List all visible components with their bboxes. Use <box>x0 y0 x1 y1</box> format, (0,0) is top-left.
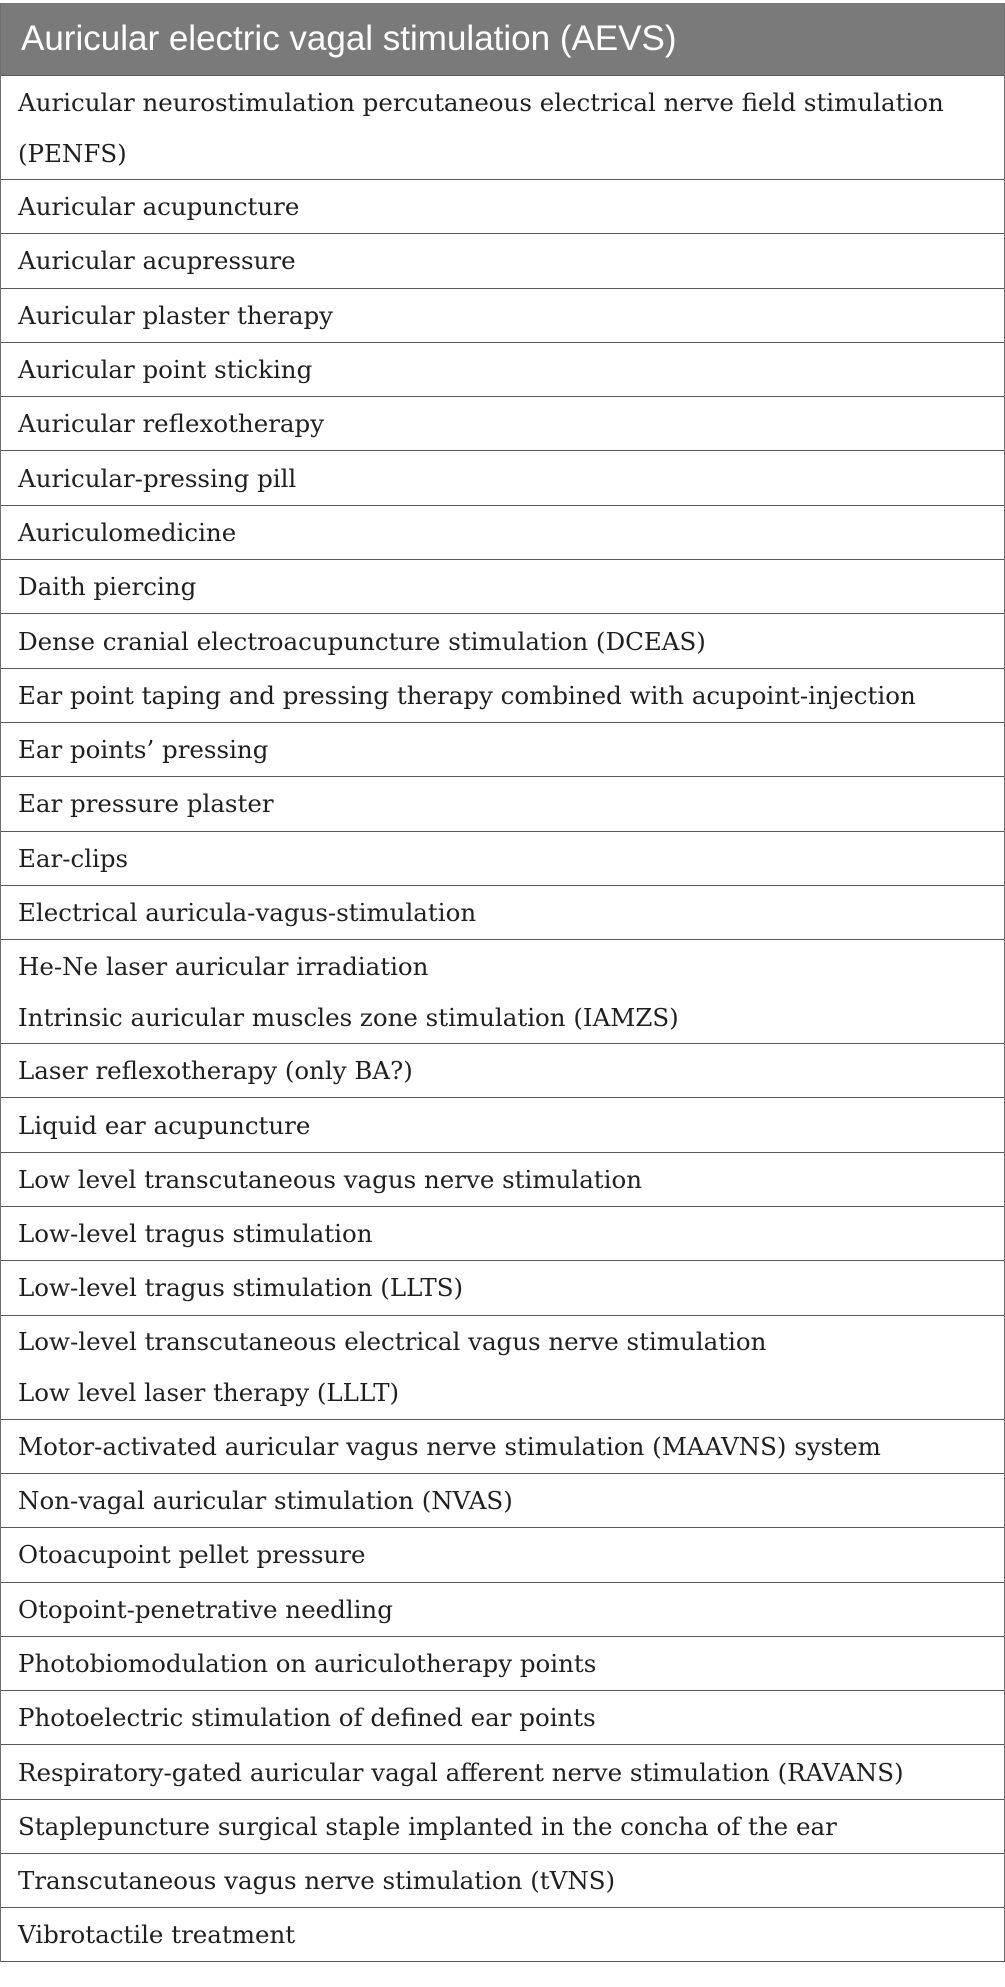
table-cell-text: Low level transcutaneous vagus nerve stimulation <box>18 1164 643 1194</box>
table-row <box>1 288 1004 342</box>
table-cell-text: (PENFS) <box>18 138 127 168</box>
table-cell-text: Low level laser therapy (LLLT) <box>18 1378 400 1408</box>
table-header: Auricular electric vagal stimulation (AEVS) <box>1 3 1004 75</box>
table-cell-text: Ear-clips <box>18 843 129 873</box>
table-cell-text: Auricular neurostimulation percutaneous electrical nerve field stimulation <box>18 87 944 117</box>
table-cell-text: Auriculomedicine <box>18 517 237 547</box>
table-row <box>1 722 1004 776</box>
table-row <box>1 776 1004 830</box>
table-row <box>1 939 1004 1043</box>
table-cell-text: Otopoint-penetrative needling <box>18 1594 393 1624</box>
table-row <box>1 1315 1004 1419</box>
table-cell-text: Auricular acupressure <box>18 246 296 276</box>
table-cell-text: Electrical auricula-vagus-stimulation <box>18 898 477 927</box>
terms-table <box>0 3 1005 1962</box>
table-cell-text: Vibrotactile treatment <box>18 1919 296 1949</box>
table-cell-text: Auricular plaster therapy <box>18 300 333 330</box>
table-row <box>1 342 1004 396</box>
table-cell-text: Auricular reflexotherapy <box>18 409 325 439</box>
table-cell-text: Low-level tragus stimulation <box>18 1219 373 1249</box>
table-row <box>1 1907 1004 1961</box>
table-cell-text: He-Ne laser auricular irradiation <box>18 951 429 981</box>
table-row <box>1 1473 1004 1527</box>
table-cell-text: Photobiomodulation on auriculotherapy points <box>18 1648 597 1678</box>
table-row <box>1 1690 1004 1744</box>
table-row <box>1 1206 1004 1260</box>
table-row <box>1 1260 1004 1314</box>
table-cell-text: Transcutaneous vagus nerve stimulation (tVNS) <box>18 1866 616 1896</box>
table-row <box>1 396 1004 450</box>
table-row <box>1 450 1004 504</box>
table-cell-text: Ear pressure plaster <box>18 789 274 819</box>
table-row <box>1 1744 1004 1798</box>
table-row <box>1 505 1004 559</box>
table-row <box>1 1043 1004 1097</box>
table-cell-text: Daith piercing <box>18 572 197 602</box>
table-cell-text: Liquid ear acupuncture <box>18 1110 311 1140</box>
table-row <box>1 885 1004 939</box>
table-row <box>1 179 1004 233</box>
table-row <box>1 1853 1004 1907</box>
table-row <box>1 1152 1004 1206</box>
table-row <box>1 1419 1004 1473</box>
table-cell-text: Low-level transcutaneous electrical vagus nerve stimulation <box>18 1327 767 1357</box>
table-row <box>1 613 1004 667</box>
table-row <box>1 559 1004 613</box>
table-cell-text: Dense cranial electroacupuncture stimulation (DCEAS) <box>18 626 706 656</box>
table-cell-text: Ear points’ pressing <box>18 735 269 765</box>
table-cell-text: Staplepuncture surgical staple implanted in the concha of the ear <box>18 1811 837 1841</box>
table-row <box>1 668 1004 722</box>
table-cell-text: Auricular acupuncture <box>18 192 300 222</box>
table-row <box>1 1527 1004 1581</box>
table-cell-text: Photoelectric stimulation of defined ear points <box>18 1703 596 1733</box>
table-row <box>1 1582 1004 1636</box>
table-cell-text: Motor-activated auricular vagus nerve stimulation (MAAVNS) system <box>18 1431 881 1461</box>
table-row <box>1 831 1004 885</box>
table-cell-text: Otoacupoint pellet pressure <box>18 1540 366 1570</box>
table-row <box>1 1799 1004 1853</box>
table-row <box>1 75 1004 179</box>
table-cell-text: Intrinsic auricular muscles zone stimulation (IAMZS) <box>18 1002 679 1032</box>
table-cell-text: Ear point taping and pressing therapy combined with acupoint-injection <box>18 680 916 710</box>
table-cell-text: Non-vagal auricular stimulation (NVAS) <box>18 1486 513 1516</box>
table-row <box>1 1636 1004 1690</box>
table-cell-text: Respiratory-gated auricular vagal afferent nerve stimulation (RAVANS) <box>18 1757 904 1787</box>
table-cell-text: Laser reflexotherapy (only BA?) <box>18 1056 413 1086</box>
table-cell-text: Auricular-pressing pill <box>18 463 297 493</box>
table-cell-text: Auricular point sticking <box>18 355 313 385</box>
table-row <box>1 233 1004 287</box>
table-body <box>1 75 1004 1962</box>
table-cell-text: Low-level tragus stimulation (LLTS) <box>18 1273 464 1303</box>
table-row <box>1 1097 1004 1151</box>
